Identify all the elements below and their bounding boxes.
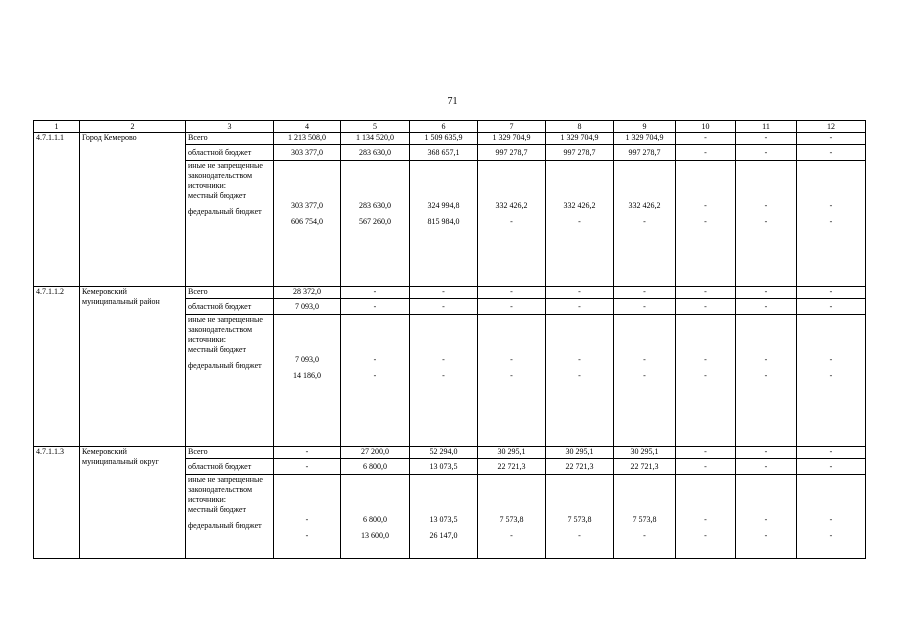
federal-budget-value: - bbox=[578, 217, 581, 226]
total-value: 1 329 704,9 bbox=[478, 133, 546, 145]
local-budget-value: 6 800,0 bbox=[363, 515, 387, 524]
regional-value: 22 721,3 bbox=[546, 459, 614, 475]
federal-budget-value: - bbox=[643, 217, 646, 226]
total-value: - bbox=[736, 447, 797, 459]
federal-budget-value: - bbox=[510, 371, 513, 380]
page-number: 71 bbox=[447, 96, 458, 107]
regional-value: - bbox=[676, 459, 736, 475]
column-header: 8 bbox=[546, 121, 614, 133]
regional-value: - bbox=[274, 459, 341, 475]
federal-budget-value: - bbox=[578, 531, 581, 540]
other-sources-values bbox=[676, 161, 736, 287]
total-value: 30 295,1 bbox=[546, 447, 614, 459]
regional-value: - bbox=[676, 145, 736, 161]
local-budget-value: 332 426,2 bbox=[495, 201, 528, 210]
federal-budget-value: - bbox=[305, 531, 309, 540]
federal-budget-value: - bbox=[764, 217, 768, 226]
federal-budget-label: федеральный бюджет bbox=[188, 361, 262, 370]
other-sources-values bbox=[410, 475, 478, 559]
table-row-total bbox=[34, 133, 866, 145]
other-sources-values bbox=[797, 161, 866, 287]
total-value: - bbox=[478, 287, 546, 299]
regional-value: 997 278,7 bbox=[478, 145, 546, 161]
total-value: 1 329 704,9 bbox=[614, 133, 676, 145]
federal-budget-value: 567 260,0 bbox=[359, 217, 391, 226]
row-code: 4.7.1.1.2 bbox=[34, 287, 80, 447]
local-budget-label: местный бюджет bbox=[188, 505, 246, 514]
other-sources-values bbox=[274, 315, 341, 447]
column-header: 10 bbox=[676, 121, 736, 133]
local-budget-value: 7 573,8 bbox=[499, 515, 524, 524]
column-header: 1 bbox=[34, 121, 80, 133]
local-budget-value: - bbox=[578, 355, 581, 364]
federal-budget-value: - bbox=[829, 371, 833, 380]
regional-value: - bbox=[410, 299, 478, 315]
federal-budget-value: - bbox=[704, 371, 707, 380]
column-header: 6 bbox=[410, 121, 478, 133]
total-value: 28 372,0 bbox=[274, 287, 341, 299]
federal-budget-value: - bbox=[442, 371, 445, 380]
federal-budget-value: 14 186,0 bbox=[293, 371, 321, 380]
total-value: 27 200,0 bbox=[341, 447, 410, 459]
total-label: Всего bbox=[186, 133, 274, 145]
total-value: - bbox=[797, 447, 866, 459]
local-budget-value: - bbox=[305, 515, 309, 524]
regional-value: 22 721,3 bbox=[478, 459, 546, 475]
other-sources-cell bbox=[186, 161, 274, 287]
federal-budget-value: - bbox=[764, 371, 768, 380]
total-value: - bbox=[676, 287, 736, 299]
total-value: 1 329 704,9 bbox=[546, 133, 614, 145]
local-budget-value: - bbox=[829, 515, 833, 524]
local-budget-value: - bbox=[829, 201, 833, 210]
column-header: 4 bbox=[274, 121, 341, 133]
total-label: Всего bbox=[186, 447, 274, 459]
row-name: Город Кемерово bbox=[80, 133, 186, 287]
local-budget-value: - bbox=[704, 201, 707, 210]
regional-value: 368 657,1 bbox=[410, 145, 478, 161]
column-header: 3 bbox=[186, 121, 274, 133]
other-sources-values bbox=[736, 161, 797, 287]
total-value: - bbox=[274, 447, 341, 459]
federal-budget-value: - bbox=[704, 217, 707, 226]
regional-value: 997 278,7 bbox=[546, 145, 614, 161]
regional-value: 997 278,7 bbox=[614, 145, 676, 161]
local-budget-label: местный бюджет bbox=[188, 191, 246, 200]
column-header: 7 bbox=[478, 121, 546, 133]
total-value: - bbox=[341, 287, 410, 299]
column-header: 11 bbox=[736, 121, 797, 133]
other-sources-values bbox=[478, 161, 546, 287]
total-label: Всего bbox=[186, 287, 274, 299]
total-value: 1 134 520,0 bbox=[341, 133, 410, 145]
local-budget-value: 7 093,0 bbox=[295, 355, 319, 364]
total-value: 30 295,1 bbox=[478, 447, 546, 459]
regional-value: - bbox=[546, 299, 614, 315]
local-budget-value: 332 426,2 bbox=[628, 201, 661, 210]
total-value: - bbox=[797, 133, 866, 145]
budget-table bbox=[33, 120, 866, 559]
row-code: 4.7.1.1.3 bbox=[34, 447, 80, 559]
federal-budget-value: 13 600,0 bbox=[361, 531, 389, 540]
regional-value: - bbox=[614, 299, 676, 315]
other-sources-values bbox=[614, 475, 676, 559]
other-sources-label: иные не запрещенные законодательством источники: bbox=[188, 161, 263, 190]
regional-value: - bbox=[797, 145, 866, 161]
local-budget-value: - bbox=[704, 355, 707, 364]
regional-value: - bbox=[478, 299, 546, 315]
other-sources-values bbox=[676, 315, 736, 447]
federal-budget-value: 606 754,0 bbox=[291, 217, 323, 226]
other-sources-values bbox=[676, 475, 736, 559]
other-sources-values bbox=[478, 315, 546, 447]
federal-budget-value: - bbox=[764, 531, 768, 540]
other-sources-values bbox=[614, 161, 676, 287]
regional-value: - bbox=[736, 299, 797, 315]
other-sources-values bbox=[274, 161, 341, 287]
local-budget-value: - bbox=[373, 355, 377, 364]
total-value: 52 294,0 bbox=[410, 447, 478, 459]
other-sources-values bbox=[614, 315, 676, 447]
other-sources-values bbox=[797, 315, 866, 447]
local-budget-value: 303 377,0 bbox=[291, 201, 323, 210]
local-budget-value: - bbox=[643, 355, 646, 364]
regional-value: 22 721,3 bbox=[614, 459, 676, 475]
row-name: Кемеровский муниципальный район bbox=[80, 287, 186, 447]
federal-budget-value: - bbox=[510, 531, 513, 540]
local-budget-value: - bbox=[510, 355, 513, 364]
other-sources-values bbox=[410, 161, 478, 287]
federal-budget-value: - bbox=[704, 531, 707, 540]
other-sources-values bbox=[341, 161, 410, 287]
local-budget-value: 13 073,5 bbox=[429, 515, 458, 524]
regional-value: - bbox=[676, 299, 736, 315]
federal-budget-value: - bbox=[578, 371, 581, 380]
total-value: - bbox=[797, 287, 866, 299]
regional-value: - bbox=[341, 299, 410, 315]
regional-value: 6 800,0 bbox=[341, 459, 410, 475]
federal-budget-value: - bbox=[643, 371, 646, 380]
column-header: 5 bbox=[341, 121, 410, 133]
row-code: 4.7.1.1.1 bbox=[34, 133, 80, 287]
regional-value: 13 073,5 bbox=[410, 459, 478, 475]
regional-value: 7 093,0 bbox=[274, 299, 341, 315]
row-name: Кемеровский муниципальный округ bbox=[80, 447, 186, 559]
local-budget-value: - bbox=[764, 355, 768, 364]
local-budget-value: - bbox=[442, 355, 445, 364]
other-sources-label: иные не запрещенные законодательством источники: bbox=[188, 475, 263, 504]
federal-budget-value: - bbox=[829, 531, 833, 540]
regional-value: - bbox=[736, 459, 797, 475]
federal-budget-label: федеральный бюджет bbox=[188, 521, 262, 530]
total-value: - bbox=[614, 287, 676, 299]
local-budget-value: 332 426,2 bbox=[563, 201, 596, 210]
other-sources-values bbox=[341, 315, 410, 447]
regional-value: - bbox=[797, 299, 866, 315]
other-sources-cell bbox=[186, 475, 274, 559]
total-value: - bbox=[736, 287, 797, 299]
column-header: 2 bbox=[80, 121, 186, 133]
other-sources-label: иные не запрещенные законодательством источники: bbox=[188, 315, 263, 344]
other-sources-values bbox=[797, 475, 866, 559]
federal-budget-value: - bbox=[373, 371, 377, 380]
other-sources-values bbox=[546, 475, 614, 559]
regional-value: 303 377,0 bbox=[274, 145, 341, 161]
total-value: 30 295,1 bbox=[614, 447, 676, 459]
local-budget-value: 283 630,0 bbox=[359, 201, 391, 210]
local-budget-value: - bbox=[829, 355, 833, 364]
regional-label: областной бюджет bbox=[186, 459, 274, 475]
federal-budget-value: 815 984,0 bbox=[427, 217, 460, 226]
other-sources-values bbox=[410, 315, 478, 447]
total-value: - bbox=[410, 287, 478, 299]
other-sources-values bbox=[341, 475, 410, 559]
header-row bbox=[34, 121, 866, 133]
regional-label: областной бюджет bbox=[186, 299, 274, 315]
table-row-total bbox=[34, 447, 866, 459]
total-value: - bbox=[676, 133, 736, 145]
column-header: 9 bbox=[614, 121, 676, 133]
other-sources-values bbox=[546, 161, 614, 287]
other-sources-values bbox=[736, 475, 797, 559]
total-value: 1 213 508,0 bbox=[274, 133, 341, 145]
federal-budget-value: - bbox=[643, 531, 646, 540]
total-value: - bbox=[546, 287, 614, 299]
total-value: - bbox=[736, 133, 797, 145]
other-sources-values bbox=[478, 475, 546, 559]
local-budget-label: местный бюджет bbox=[188, 345, 246, 354]
local-budget-value: - bbox=[764, 515, 768, 524]
total-value: 1 509 635,9 bbox=[410, 133, 478, 145]
total-value: - bbox=[676, 447, 736, 459]
federal-budget-label: федеральный бюджет bbox=[188, 207, 262, 216]
local-budget-value: 324 994,8 bbox=[427, 201, 460, 210]
other-sources-values bbox=[736, 315, 797, 447]
federal-budget-value: 26 147,0 bbox=[429, 531, 458, 540]
federal-budget-value: - bbox=[510, 217, 513, 226]
local-budget-value: 7 573,8 bbox=[567, 515, 592, 524]
regional-value: 283 630,0 bbox=[341, 145, 410, 161]
other-sources-values bbox=[274, 475, 341, 559]
regional-value: - bbox=[736, 145, 797, 161]
column-header: 12 bbox=[797, 121, 866, 133]
local-budget-value: 7 573,8 bbox=[632, 515, 657, 524]
local-budget-value: - bbox=[764, 201, 768, 210]
regional-value: - bbox=[797, 459, 866, 475]
federal-budget-value: - bbox=[829, 217, 833, 226]
table-row-total bbox=[34, 287, 866, 299]
regional-label: областной бюджет bbox=[186, 145, 274, 161]
local-budget-value: - bbox=[704, 515, 707, 524]
other-sources-cell bbox=[186, 315, 274, 447]
other-sources-values bbox=[546, 315, 614, 447]
